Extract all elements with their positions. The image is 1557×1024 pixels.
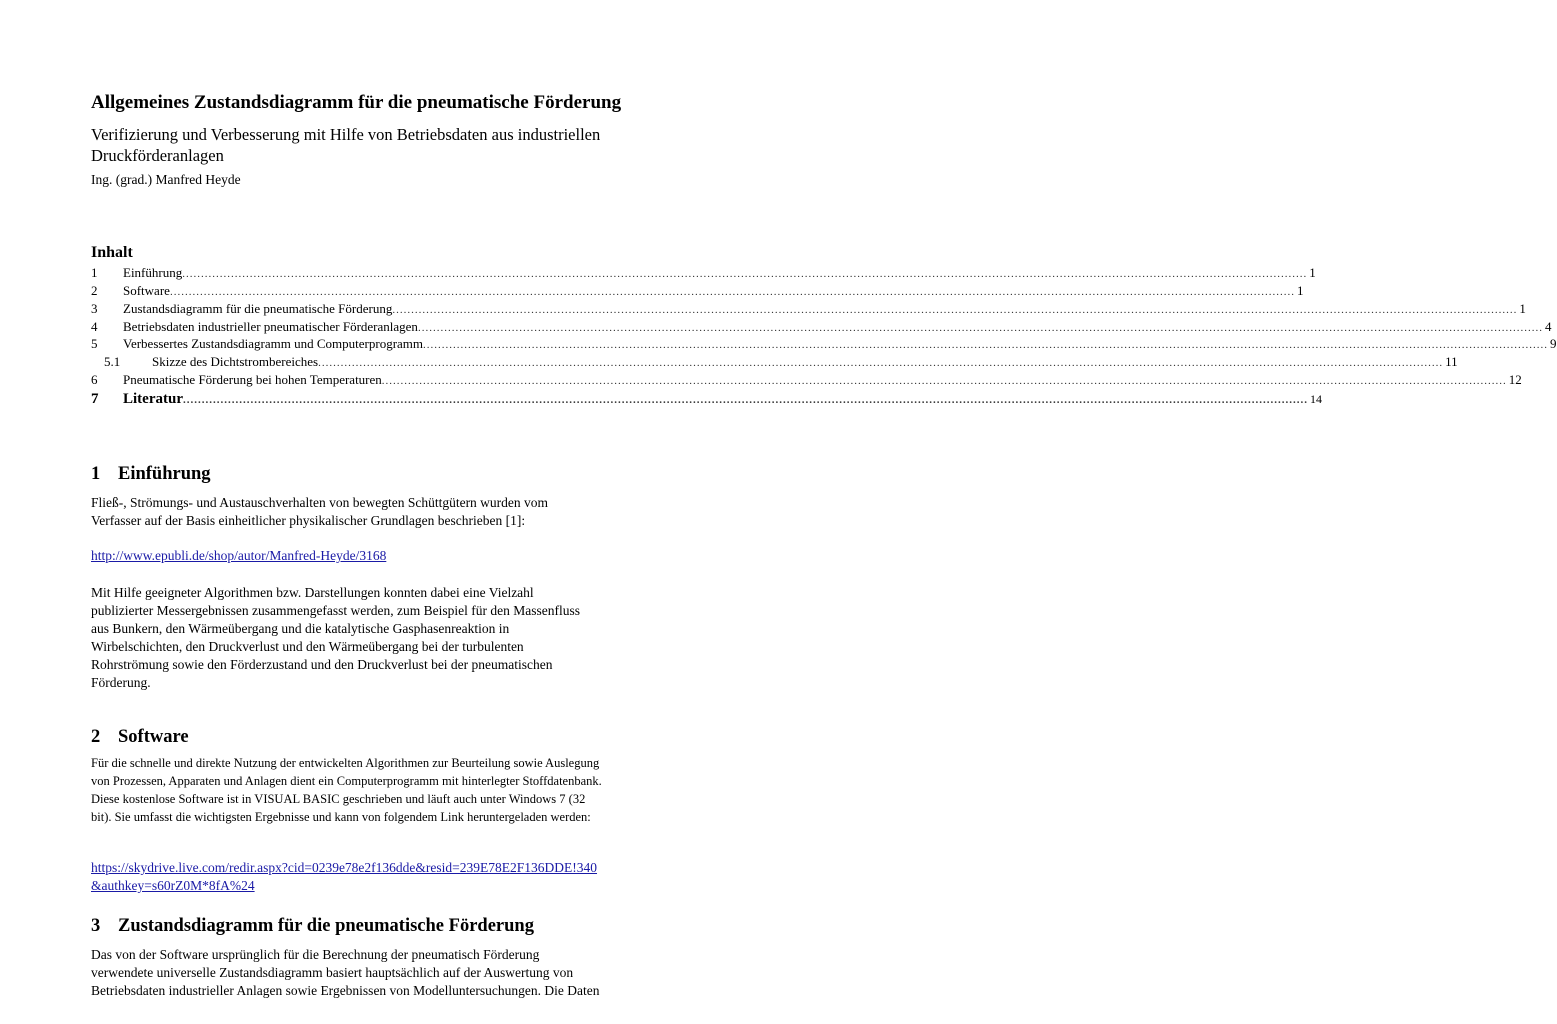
toc-dot-leader: ............................................................................................................................................................................................................................................................................................................ [169,286,1295,298]
paragraph: Mit Hilfe geeigneter Algorithmen bzw. Darstellungen konnten dabei eine Vielzahl publizierter Messergebnissen zusammengefasst werden, zum Beispiel für den Massenfluss aus Bunkern, den Wärmeübergang und die katalytische Gasphasenreaktion in Wirbelschichten, den Druckverlust und den Wärmeübergang bei der turbulenten Rohrströmung sowie den Förderzustand und den Druckverlust bei der pneumatischen Förderung. [91,585,580,690]
epubli-link[interactable]: http://www.epubli.de/shop/autor/Manfred-Heyde/3168 [91,548,387,563]
skydrive-link[interactable]: https://skydrive.live.com/redir.aspx?cid=0239e78e2f136dde&resid=239E78E2F136DDE!340 &authkey=s60rZ0M*8fA%24 [91,860,598,893]
toc-entry-page: 1 [1296,283,1304,298]
section-number: 3 [91,916,101,936]
toc-dot-leader: ............................................................................................................................................................................................................................................................................................................ [318,357,1444,369]
section-title: Software [118,727,189,747]
toc-entry[interactable] [91,390,1322,408]
toc-entry-page: 9 [1550,336,1557,351]
toc-entry-title: Software [123,283,170,298]
toc-entry-page: 11 [1445,354,1458,369]
toc-entry-page: 4 [1544,319,1552,334]
toc-entry[interactable] [91,318,1552,336]
toc-heading: Inhalt [91,244,133,261]
toc-entry-title: Skizze des Dichtstrombereiches [152,354,319,369]
toc-entry-title: Einführung [123,265,183,280]
document-author: Ing. (grad.) Manfred Heyde [91,172,241,187]
toc-entry-title: Literatur [123,391,183,407]
section-title: Zustandsdiagramm für die pneumatische Förderung [118,916,534,936]
toc-entry-title: Betriebsdaten industrieller pneumatischer Förderanlagen [123,319,418,334]
toc-entry-number: 2 [91,283,98,298]
paragraph: Fließ-, Strömungs- und Austauschverhalten von bewegten Schüttgütern wurden vom Verfasser auf der Basis einheitlicher physikalischer Grundlagen beschrieben [1]: [91,495,549,528]
toc-dot-leader: ............................................................................................................................................................................................................................................................................................................ [182,268,1308,280]
toc-entry[interactable] [91,335,1557,353]
link-wrapper [91,841,597,895]
section-number: 2 [91,727,101,747]
toc-dot-leader: ............................................................................................................................................................................................................................................................................................................ [423,339,1549,351]
toc-entry-page: 14 [1309,392,1322,406]
toc-entry-number: 7 [91,391,99,407]
toc-dot-leader: ............................................................................................................................................................................................................................................................................................................ [381,375,1507,387]
paragraph: Das von der Software ursprünglich für die Berechnung der pneumatisch Förderung verwendete universelle Zustandsdiagramm basiert hauptsächlich auf der Auswertung von Betriebsdaten industrieller Anlagen sowie Ergebnissen von Modelluntersuchungen. Die Daten [91,947,600,998]
section-number: 1 [91,464,101,484]
toc-entry-title: Pneumatische Förderung bei hohen Temperaturen [123,372,382,387]
toc-entry[interactable] [91,353,1458,371]
toc-entry-number: 5 [91,336,98,351]
toc-dot-leader: ............................................................................................................................................................................................................................................................................................................ [392,304,1518,316]
toc-entry[interactable] [91,264,1316,282]
toc-entry-page: 1 [1309,265,1316,280]
toc-entry-number: 6 [91,372,98,387]
toc-dot-leader: ............................................................................................................................................................................................................................................................................................................ [182,394,1308,406]
toc-entry-number: 1 [91,265,98,280]
toc-entry[interactable] [91,300,1526,318]
section-title: Einführung [118,464,211,484]
toc-entry-title: Zustandsdiagramm für die pneumatische Förderung [123,301,393,316]
toc-dot-leader: ............................................................................................................................................................................................................................................................................................................ [417,322,1543,334]
toc-entry-page: 1 [1519,301,1526,316]
link-wrapper [91,547,386,565]
section-heading [91,464,211,485]
toc-entry-title: Verbessertes Zustandsdiagramm und Computerprogramm [123,336,424,351]
toc-entry-number: 3 [91,301,98,316]
document-subtitle: Verifizierung und Verbesserung mit Hilfe von Betriebsdaten aus industriellen Druckförderanlagen [91,125,601,165]
paragraph: Für die schnelle und direkte Nutzung der entwickelten Algorithmen zur Beurteilung sowie Auslegung von Prozessen, Apparaten und Anlagen dient ein Computerprogramm mit hinterlegter Stoffdatenbank. Diese kostenlose Software ist in VISUAL BASIC geschrieben und läuft auch unter Windows 7 (32 bit). Sie umfasst die wichtigsten Ergebnisse und kann von folgendem Link heruntergeladen werden: [91,756,602,824]
toc-entry[interactable] [91,371,1522,389]
toc-entry-number: 5.1 [104,354,121,369]
section-heading [91,916,534,937]
toc-entry-page: 12 [1508,372,1522,387]
toc-entry-number: 4 [91,319,98,334]
document-title: Allgemeines Zustandsdiagramm für die pneumatische Förderung [91,92,622,113]
section-heading [91,727,189,748]
toc-entry[interactable] [91,282,1304,300]
